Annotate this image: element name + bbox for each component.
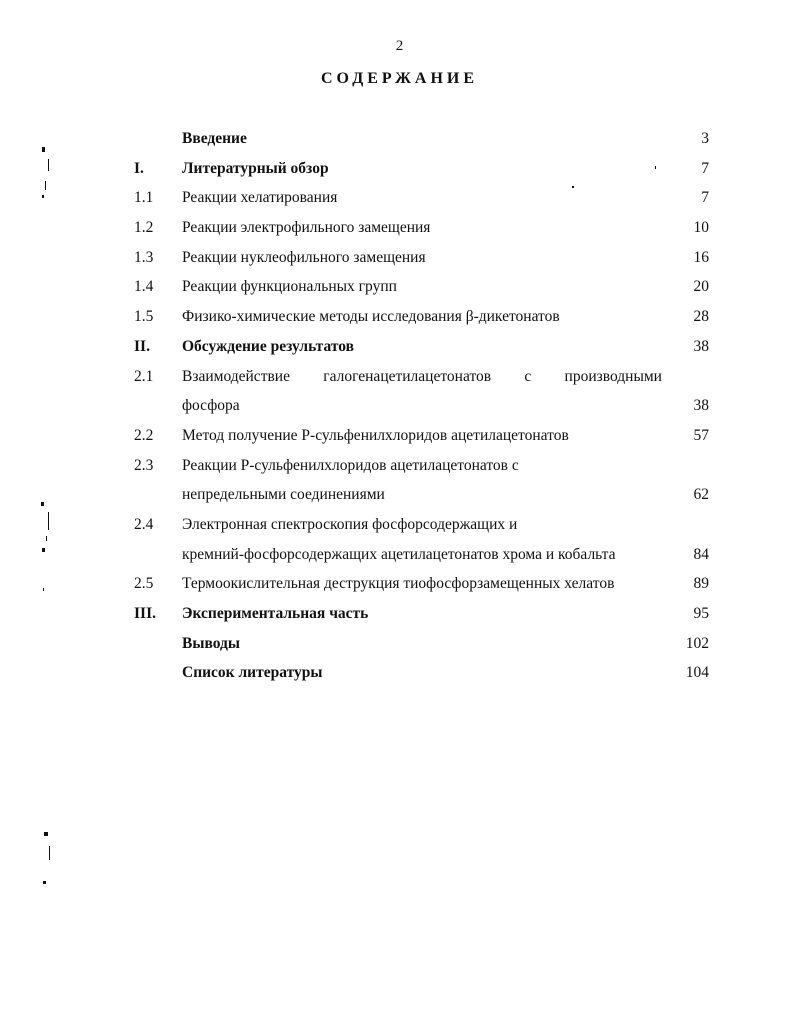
- toc-entry-title: Реакции нуклеофильного замещения: [182, 248, 426, 266]
- toc-entry: [0, 332, 799, 362]
- toc-entry-number: 1.3: [134, 248, 154, 266]
- scan-speck: [41, 502, 44, 506]
- toc-entry-number: 2.1: [134, 367, 154, 385]
- toc-entry-page: 62: [693, 486, 709, 504]
- toc-entry-word: Взаимодействие: [182, 367, 290, 385]
- toc-entry: [0, 124, 799, 154]
- toc-entry-title: Термоокислительная деструкция тиофосфорзамещенных хелатов: [182, 575, 615, 593]
- page-number: 2: [395, 38, 404, 54]
- toc-entry: [0, 362, 799, 392]
- toc-entry-number: 1.2: [134, 219, 154, 237]
- toc-entry-title: Реакции Р-сульфенилхлоридов ацетилацетонатов с: [182, 456, 519, 474]
- page-title: СОДЕРЖАНИЕ: [320, 70, 479, 87]
- toc-entry-title: Введение: [182, 130, 247, 147]
- toc-entry-title: Электронная спектроскопия фосфорсодержащих и: [182, 515, 518, 533]
- toc-entry: [0, 658, 799, 688]
- toc-entry: [0, 183, 799, 213]
- toc-entry-number: 1.4: [134, 278, 154, 296]
- table-of-contents: [0, 124, 799, 688]
- toc-entry-title: Экспериментальная часть: [182, 605, 369, 622]
- toc-entry: [0, 154, 799, 184]
- toc-entry-page: 104: [685, 664, 709, 682]
- toc-entry-title: фосфора: [182, 397, 240, 415]
- toc-entry-page: 95: [693, 605, 709, 622]
- scan-speck: [48, 512, 49, 530]
- toc-entry-word: с: [524, 367, 532, 385]
- toc-entry-title: Реакции электрофильного замещения: [182, 219, 431, 237]
- toc-entry-number: 1.1: [134, 189, 154, 207]
- toc-entry-word: галогенацетилацетонатов: [323, 367, 492, 385]
- toc-entry-number: 2.3: [134, 456, 154, 474]
- toc-entry: [0, 213, 799, 243]
- toc-entry: [0, 629, 799, 659]
- toc-entry: [0, 302, 799, 332]
- scan-speck: [655, 166, 656, 169]
- scan-speck: [46, 536, 47, 541]
- toc-entry-page: 3: [701, 130, 709, 147]
- toc-entry-page: 7: [701, 189, 709, 207]
- toc-entry-title: Реакции хелатирования: [182, 189, 338, 207]
- scan-speck: [42, 195, 44, 198]
- toc-entry-page: 84: [693, 545, 709, 563]
- scan-speck: [45, 181, 46, 190]
- toc-entry: [0, 421, 799, 451]
- toc-entry-number: II.: [134, 337, 150, 355]
- toc-entry-number: 2.5: [134, 575, 154, 593]
- toc-entry: [0, 599, 799, 629]
- toc-entry-continuation: [0, 540, 799, 570]
- toc-entry-page: 38: [693, 397, 709, 415]
- toc-entry-number: III.: [134, 605, 156, 622]
- toc-entry-title: Выводы: [182, 634, 240, 652]
- scan-speck: [44, 832, 48, 836]
- toc-entry-number: I.: [134, 159, 144, 177]
- toc-entry-page: 7: [701, 159, 709, 177]
- toc-entry-title: Обсуждение результатов: [182, 337, 354, 355]
- scan-speck: [43, 881, 46, 884]
- toc-entry-title: кремний-фосфорсодержащих ацетилацетонатов хрома и кобальта: [182, 545, 616, 563]
- toc-entry-continuation: [0, 480, 799, 510]
- scan-speck: [572, 186, 574, 188]
- toc-entry-page: 10: [693, 219, 709, 237]
- scan-speck: [42, 548, 45, 552]
- scan-speck: [43, 588, 44, 591]
- toc-entry-page: 38: [693, 337, 709, 355]
- toc-entry-title: непредельными соединениями: [182, 486, 385, 504]
- toc-entry-title: Литературный обзор: [182, 159, 329, 177]
- toc-entry: [0, 451, 799, 481]
- toc-entry: [0, 272, 799, 302]
- toc-entry-title: Реакции функциональных групп: [182, 278, 397, 296]
- toc-entry-page: 57: [693, 426, 709, 444]
- toc-entry-number: 2.4: [134, 515, 154, 533]
- scan-speck: [42, 147, 45, 152]
- toc-entry: [0, 243, 799, 273]
- toc-entry-title: [182, 368, 662, 386]
- toc-entry-title: Метод получение Р-сульфенилхлоридов ацетилацетонатов: [182, 426, 569, 444]
- toc-entry-page: 89: [693, 575, 709, 593]
- toc-entry-page: 28: [693, 308, 709, 326]
- toc-entry-page: 20: [693, 278, 709, 296]
- toc-entry-title: Физико-химические методы исследования β-дикетонатов: [182, 308, 560, 326]
- toc-entry: [0, 569, 799, 599]
- toc-entry-word: производными: [564, 367, 662, 385]
- toc-entry-title: Список литературы: [182, 664, 323, 682]
- scan-speck: [49, 846, 50, 860]
- toc-entry-page: 16: [693, 248, 709, 266]
- toc-entry-continuation: [0, 391, 799, 421]
- toc-entry: [0, 510, 799, 540]
- toc-entry-page: 102: [685, 634, 709, 652]
- toc-entry-number: 2.2: [134, 426, 154, 444]
- scan-speck: [48, 159, 49, 171]
- toc-entry-number: 1.5: [134, 308, 154, 326]
